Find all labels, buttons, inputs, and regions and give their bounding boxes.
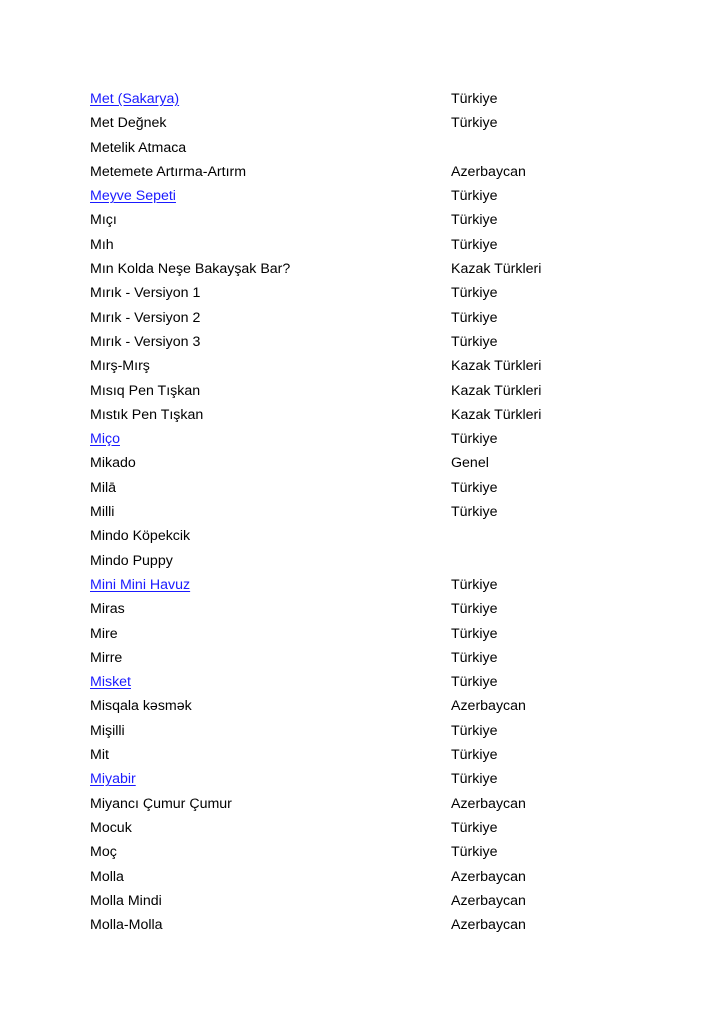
- game-name: Metemete Artırma-Artırm: [90, 163, 247, 180]
- game-region: Türkiye: [451, 309, 498, 326]
- game-name: Mocuk: [90, 819, 132, 836]
- game-name: Molla Mindi: [90, 892, 162, 909]
- list-item: [90, 767, 650, 791]
- game-name: Mırık - Versiyon 1: [90, 285, 201, 302]
- game-name: Mırş-Mırş: [90, 358, 150, 375]
- game-region: Azerbaycan: [451, 163, 526, 180]
- game-region: Türkiye: [451, 212, 498, 229]
- list-item: [90, 865, 650, 889]
- game-name: Mırık - Versiyon 3: [90, 333, 201, 350]
- game-region: Türkiye: [451, 504, 498, 521]
- game-region: Türkiye: [451, 576, 498, 593]
- game-region: Türkiye: [451, 771, 498, 788]
- game-region: Türkiye: [451, 747, 498, 764]
- game-name: Molla: [90, 868, 124, 885]
- game-name: Milli: [90, 504, 115, 521]
- game-name-link[interactable]: Miço: [90, 431, 120, 448]
- game-region: Türkiye: [451, 285, 498, 302]
- list-item: [90, 670, 650, 694]
- game-name: Misqala kəsmək: [90, 698, 192, 715]
- list-item: [90, 743, 650, 767]
- game-region: Genel: [451, 455, 489, 472]
- game-region: Türkiye: [451, 479, 498, 496]
- list-item: [90, 160, 650, 184]
- game-name: Mın Kolda Neşe Bakayşak Bar?: [90, 261, 291, 278]
- list-item: [90, 184, 650, 208]
- game-region: Azerbaycan: [451, 892, 526, 909]
- list-item: [90, 306, 650, 330]
- list-item: [90, 476, 650, 500]
- game-region: Azerbaycan: [451, 917, 526, 934]
- list-item: [90, 840, 650, 864]
- list-item: [90, 136, 650, 160]
- game-region: Kazak Türkleri: [451, 382, 542, 399]
- game-name: Mindo Köpekcik: [90, 528, 191, 545]
- list-item: [90, 354, 650, 378]
- list-item: [90, 427, 650, 451]
- game-name: Metelik Atmaca: [90, 139, 187, 156]
- list-item: [90, 281, 650, 305]
- list-item: [90, 500, 650, 524]
- list-item: [90, 233, 650, 257]
- game-region: Azerbaycan: [451, 698, 526, 715]
- list-item: [90, 646, 650, 670]
- game-region: Türkiye: [451, 625, 498, 642]
- game-region: Azerbaycan: [451, 795, 526, 812]
- list-item: [90, 257, 650, 281]
- game-name: Mıh: [90, 236, 114, 253]
- game-name: Mısıq Pen Tışkan: [90, 382, 201, 399]
- game-region: Türkiye: [451, 674, 498, 691]
- game-name: Miras: [90, 601, 125, 618]
- game-region: Türkiye: [451, 188, 498, 205]
- game-list: [90, 87, 650, 937]
- game-name-link[interactable]: Meyve Sepeti: [90, 188, 176, 205]
- game-region: Kazak Türkleri: [451, 406, 542, 423]
- list-item: [90, 111, 650, 135]
- list-item: [90, 451, 650, 475]
- game-region: Kazak Türkleri: [451, 358, 542, 375]
- game-region: Türkiye: [451, 722, 498, 739]
- game-region: Türkiye: [451, 115, 498, 132]
- game-name: Mire: [90, 625, 118, 642]
- game-region: Türkiye: [451, 236, 498, 253]
- list-item: [90, 549, 650, 573]
- game-name: Mişilli: [90, 722, 125, 739]
- game-name: Mirre: [90, 649, 123, 666]
- game-name: Mıçı: [90, 212, 117, 229]
- game-region: Türkiye: [451, 844, 498, 861]
- list-item: [90, 719, 650, 743]
- game-name: Milā: [90, 479, 117, 496]
- game-region: Türkiye: [451, 333, 498, 350]
- list-item: [90, 889, 650, 913]
- game-name-link[interactable]: Miyabir: [90, 771, 136, 788]
- game-name: Mırık - Versiyon 2: [90, 309, 201, 326]
- list-item: [90, 524, 650, 548]
- list-item: [90, 816, 650, 840]
- game-region: Türkiye: [451, 431, 498, 448]
- list-item: [90, 694, 650, 718]
- list-item: [90, 597, 650, 621]
- game-name-link[interactable]: Met (Sakarya): [90, 91, 180, 107]
- list-item: [90, 379, 650, 403]
- game-region: Türkiye: [451, 601, 498, 618]
- game-region: Türkiye: [451, 91, 498, 107]
- game-name-link[interactable]: Misket: [90, 674, 131, 691]
- game-region: Kazak Türkleri: [451, 261, 542, 278]
- list-item: [90, 913, 650, 937]
- game-name: Mit: [90, 747, 109, 764]
- game-name: Mindo Puppy: [90, 552, 173, 569]
- game-region: Türkiye: [451, 819, 498, 836]
- list-item: [90, 330, 650, 354]
- list-item: [90, 208, 650, 232]
- list-item: [90, 792, 650, 816]
- game-name: Met Değnek: [90, 115, 167, 132]
- game-name: Mıstık Pen Tışkan: [90, 406, 204, 423]
- list-item: [90, 87, 650, 111]
- game-name-link[interactable]: Mini Mini Havuz: [90, 576, 191, 593]
- list-item: [90, 573, 650, 597]
- game-name: Miyancı Çumur Çumur: [90, 795, 232, 812]
- game-name: Mikado: [90, 455, 136, 472]
- game-name: Moç: [90, 844, 117, 861]
- list-item: [90, 622, 650, 646]
- list-item: [90, 403, 650, 427]
- game-region: Türkiye: [451, 649, 498, 666]
- game-name: Molla-Molla: [90, 917, 163, 934]
- game-region: Azerbaycan: [451, 868, 526, 885]
